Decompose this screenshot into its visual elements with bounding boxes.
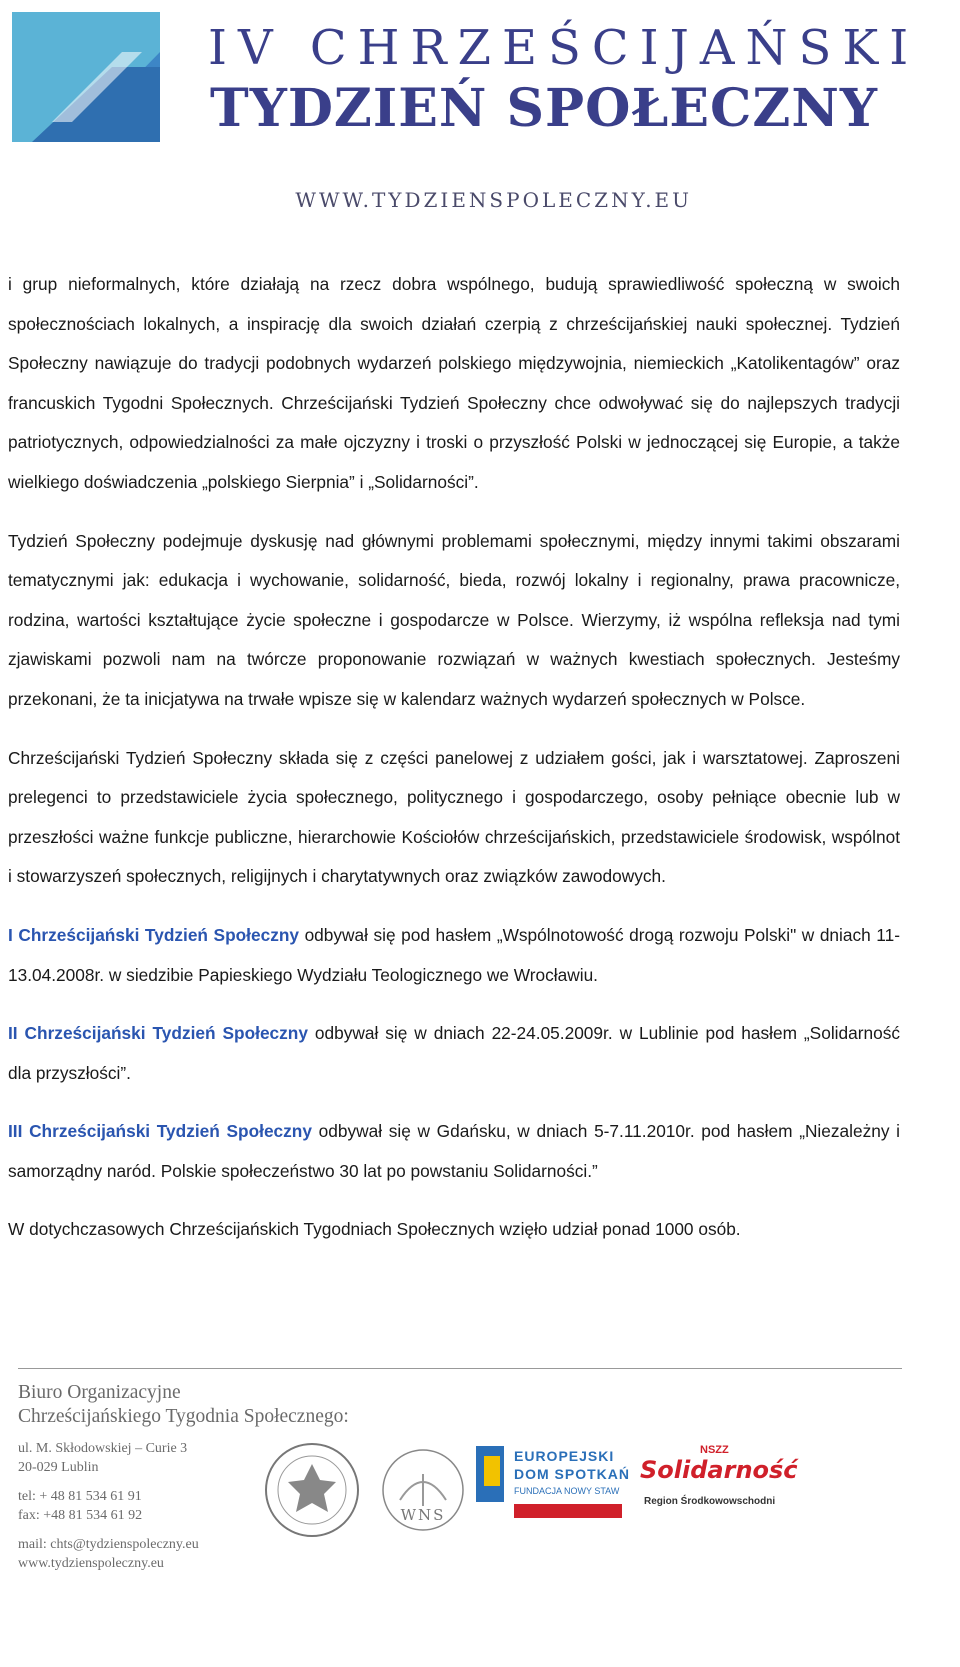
wns-logo bbox=[380, 1444, 466, 1540]
wns-seal-icon bbox=[380, 1444, 466, 1540]
third-edition-highlight: III Chrześcijański Tydzień Społeczny bbox=[8, 1121, 312, 1142]
edk-logo-line2: DOM SPOTKAŃ bbox=[514, 1466, 630, 1482]
office-fax: fax: +48 81 534 61 92 bbox=[18, 1508, 143, 1523]
partner-logos bbox=[262, 1440, 822, 1550]
edk-red-banner bbox=[514, 1504, 622, 1518]
edk-logo bbox=[474, 1442, 630, 1542]
solidarnosc-wordmark: Solidarność bbox=[640, 1456, 798, 1484]
paragraph-3: Chrześcijański Tydzień Społeczny składa się z części panelowej z udziałem gości, jak i warsztatowej. Zaproszeni prelegenci to przedstawiciele życia społecznego, politycznego i gospodarczego, osoby pełniące obecnie lub w przeszłości ważne funkcje publiczne, hierarchowie Kościołów chrześcijańskich, przedstawiciele środowisk, wspólnot i stowarzyszeń społecznych, religijnych i charytatywnych oraz związków zawodowych. bbox=[8, 747, 900, 887]
edk-logo-icon bbox=[474, 1442, 510, 1508]
first-edition-text: odbywał się pod hasłem „Wspólnotowość drogą rozwoju Polski" w dniach 11-13.04.2008r. w siedzibie Papieskiego Wydziału Teologicznego we Wrocławiu. bbox=[8, 924, 900, 985]
paragraph-2: Tydzień Społeczny podejmuje dyskusję nad głównymi problemami społecznymi, między innymi takimi obszarami tematycznymi jak: edukacja i wychowanie, solidarność, bieda, rozwój lokalny i regionalny, prawa pracownicze, rodzina, wartości kształtujące życie społeczne i gospodarcze w Polsce. Wierzymy, iż wspólna refleksja nad tymi zjawiskami pozwoli nam na twórcze proponowanie rozwiązań w ważnych kwestiach społecznych. Jesteśmy przekonani, że ta inicjatywa na trwałe wpisze się w kalendarz ważnych wydarzeń społecznych w Polsce. bbox=[8, 530, 900, 709]
second-edition-text: odbywał się w dniach 22-24.05.2009r. w Lublinie pod hasłem „Solidarność dla przyszłości”. bbox=[8, 1023, 900, 1083]
office-website[interactable]: www.tydzienspoleczny.eu bbox=[18, 1556, 164, 1571]
university-seal-icon bbox=[262, 1440, 362, 1540]
header-website[interactable]: WWW.TYDZIENSPOLECZNY.EU bbox=[295, 188, 692, 212]
first-edition-highlight: I Chrześcijański Tydzień Społeczny bbox=[8, 924, 300, 945]
document-body bbox=[8, 265, 900, 1269]
paragraph-first-edition bbox=[8, 916, 900, 995]
office-title-line1: Biuro Organizacyjne bbox=[18, 1382, 181, 1403]
office-address-street: ul. M. Skłodowskiej – Curie 3 bbox=[18, 1441, 188, 1456]
event-logo-icon bbox=[12, 12, 160, 142]
paragraph-second-edition bbox=[8, 1014, 900, 1093]
office-email[interactable]: mail: chts@tydzienspoleczny.eu bbox=[18, 1537, 199, 1552]
paragraph-third-edition bbox=[8, 1112, 900, 1191]
solidarnosc-nszz: NSZZ bbox=[700, 1444, 729, 1456]
wns-logo-text: WNS bbox=[400, 1506, 446, 1524]
office-title-line2: Chrześcijańskiego Tygodnia Społecznego: bbox=[18, 1406, 349, 1427]
page-header bbox=[0, 0, 960, 220]
third-edition-text: odbywał się w Gdańsku, w dniach 5-7.11.2010r. pod hasłem „Niezależny i samorządny naród. Polskie społeczeństwo 30 lat po powstaniu Solidarności.” bbox=[8, 1121, 900, 1181]
office-phone: tel: + 48 81 534 61 91 bbox=[18, 1489, 142, 1504]
second-edition-highlight: II Chrześcijański Tydzień Społeczny bbox=[8, 1023, 308, 1044]
solidarnosc-region: Region Środkowowschodni bbox=[644, 1496, 776, 1507]
header-title-line2: TYDZIEŃ SPOŁECZNY bbox=[210, 78, 878, 139]
edk-logo-line3: FUNDACJA NOWY STAW bbox=[514, 1486, 620, 1496]
solidarnosc-logo bbox=[640, 1444, 800, 1544]
paragraph-1: i grup nieformalnych, które działają na rzecz dobra wspólnego, budują sprawiedliwość społeczną w swoich społecznościach lokalnych, a inspirację dla swoich działań czerpią z chrześcijańskiej nauki społecznej. Tydzień Społeczny nawiązuje do tradycji podobnych wydarzeń polskiego międzywojnia, niemieckich „Katolikentagów” oraz francuskich Tygodni Społecznych. Chrześcijański Tydzień Społeczny chce odwoływać się do najlepszych tradycji patriotycznych, odpowiedzialności za małe ojczyzny i troski o przyszłość Polski w jednoczącej się Europie, a także wielkiego doświadczenia „polskiego Sierpnia” i „Solidarności”. bbox=[8, 274, 900, 492]
footer-divider bbox=[18, 1368, 902, 1369]
edk-logo-line1: EUROPEJSKI bbox=[514, 1448, 615, 1464]
header-title-line1: IV CHRZEŚCIJAŃSKI bbox=[208, 20, 920, 76]
paragraph-participants: W dotychczasowych Chrześcijańskich Tygodniach Społecznych wzięło udział ponad 1000 osób. bbox=[8, 1219, 741, 1240]
office-address-city: 20-029 Lublin bbox=[18, 1460, 99, 1475]
